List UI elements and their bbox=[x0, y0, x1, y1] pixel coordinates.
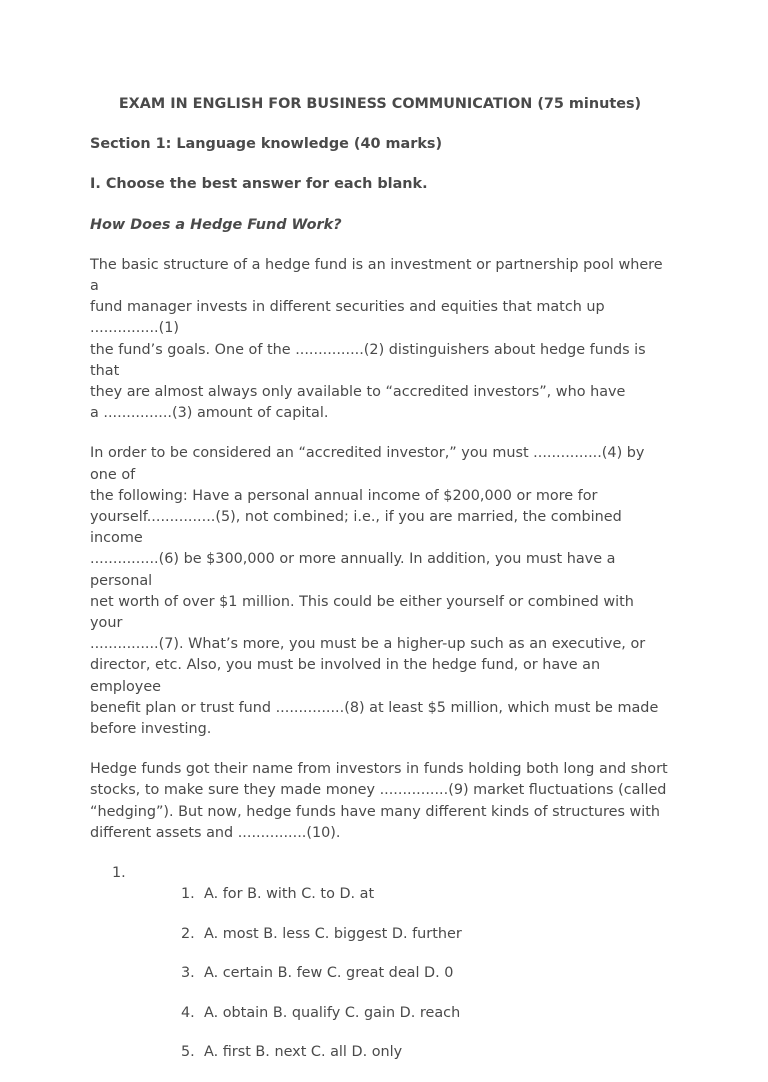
answer-option-number: 5. bbox=[181, 1044, 195, 1061]
paragraph-line: In order to be considered an “accredited investor,” you must ...............(4) by one of bbox=[90, 445, 645, 483]
paragraph-line: director, etc. Also, you must be involved in the hedge fund, or have an employee bbox=[90, 657, 601, 695]
paragraph-2 bbox=[90, 443, 670, 740]
answer-option-text: A. first B. next C. all D. only bbox=[204, 1044, 403, 1061]
section-heading: Section 1: Language knowledge (40 marks) bbox=[90, 136, 443, 153]
paragraph-line: fund manager invests in different securities and equities that match up ...............(1) bbox=[90, 299, 605, 337]
answer-option-text: A. most B. less C. biggest D. further bbox=[204, 925, 462, 942]
paragraph-line: The basic structure of a hedge fund is an investment or partnership pool where a bbox=[90, 256, 663, 295]
paragraph-line: net worth of over $1 million. This could be either yourself or combined with your bbox=[90, 593, 634, 632]
exam-page bbox=[90, 94, 670, 1082]
instruction-text: I. Choose the best answer for each blank. bbox=[90, 176, 428, 193]
answer-option bbox=[181, 924, 670, 945]
answer-option-text: A. for B. with C. to D. at bbox=[204, 886, 375, 903]
answer-option-number: 1. bbox=[181, 886, 195, 903]
answer-option-text: A. certain B. few C. great deal D. 0 bbox=[204, 965, 454, 982]
answer-option bbox=[181, 963, 670, 984]
paragraph-line: stocks, to make sure they made money ...............(9) market fluctuations (called bbox=[90, 782, 667, 799]
paragraph-line: ...............(6) be $300,000 or more annually. In addition, you must have a personal bbox=[90, 551, 616, 589]
answer-option bbox=[181, 1003, 670, 1024]
question-item bbox=[90, 863, 670, 1064]
answer-option-number: 4. bbox=[181, 1004, 195, 1021]
paragraph-line: they are almost always only available to “accredited investors”, who have bbox=[90, 384, 626, 401]
answer-option-number: 2. bbox=[181, 925, 195, 942]
question-number-spacer bbox=[114, 863, 670, 884]
question-number: 1. bbox=[112, 865, 126, 882]
answer-option bbox=[181, 1042, 670, 1063]
question-list bbox=[90, 863, 670, 1064]
paragraph-line: benefit plan or trust fund ...............(8) at least $5 million, which must be made bbox=[90, 699, 659, 716]
paragraph-line: ...............(7). What’s more, you must be a higher-up such as an executive, or bbox=[90, 636, 646, 653]
paragraph-line: the fund’s goals. One of the ...............(2) distinguishers about hedge funds is that bbox=[90, 341, 646, 379]
paragraph-line: the following: Have a personal annual income of $200,000 or more for bbox=[90, 487, 598, 504]
paragraph-1 bbox=[90, 255, 670, 425]
paragraph-line: a ...............(3) amount of capital. bbox=[90, 405, 329, 422]
paragraph-line: before investing. bbox=[90, 721, 212, 738]
paragraph-line: different assets and ...............(10). bbox=[90, 824, 341, 841]
exam-title: EXAM IN ENGLISH FOR BUSINESS COMMUNICATION (75 minutes) bbox=[118, 96, 642, 112]
answer-options-list bbox=[114, 884, 670, 1064]
answer-option bbox=[181, 884, 670, 905]
answer-option-text: A. obtain B. qualify C. gain D. reach bbox=[204, 1004, 461, 1021]
paragraph-line: “hedging”). But now, hedge funds have many different kinds of structures with bbox=[90, 803, 661, 820]
paragraph-line: yourself...............(5), not combined; i.e., if you are married, the combined income bbox=[90, 509, 622, 547]
answer-option-number: 3. bbox=[181, 965, 195, 982]
passage-title: How Does a Hedge Fund Work? bbox=[90, 216, 342, 233]
paragraph-line: Hedge funds got their name from investors in funds holding both long and short bbox=[90, 761, 668, 778]
paragraph-3 bbox=[90, 759, 670, 844]
passage-body bbox=[90, 255, 670, 844]
